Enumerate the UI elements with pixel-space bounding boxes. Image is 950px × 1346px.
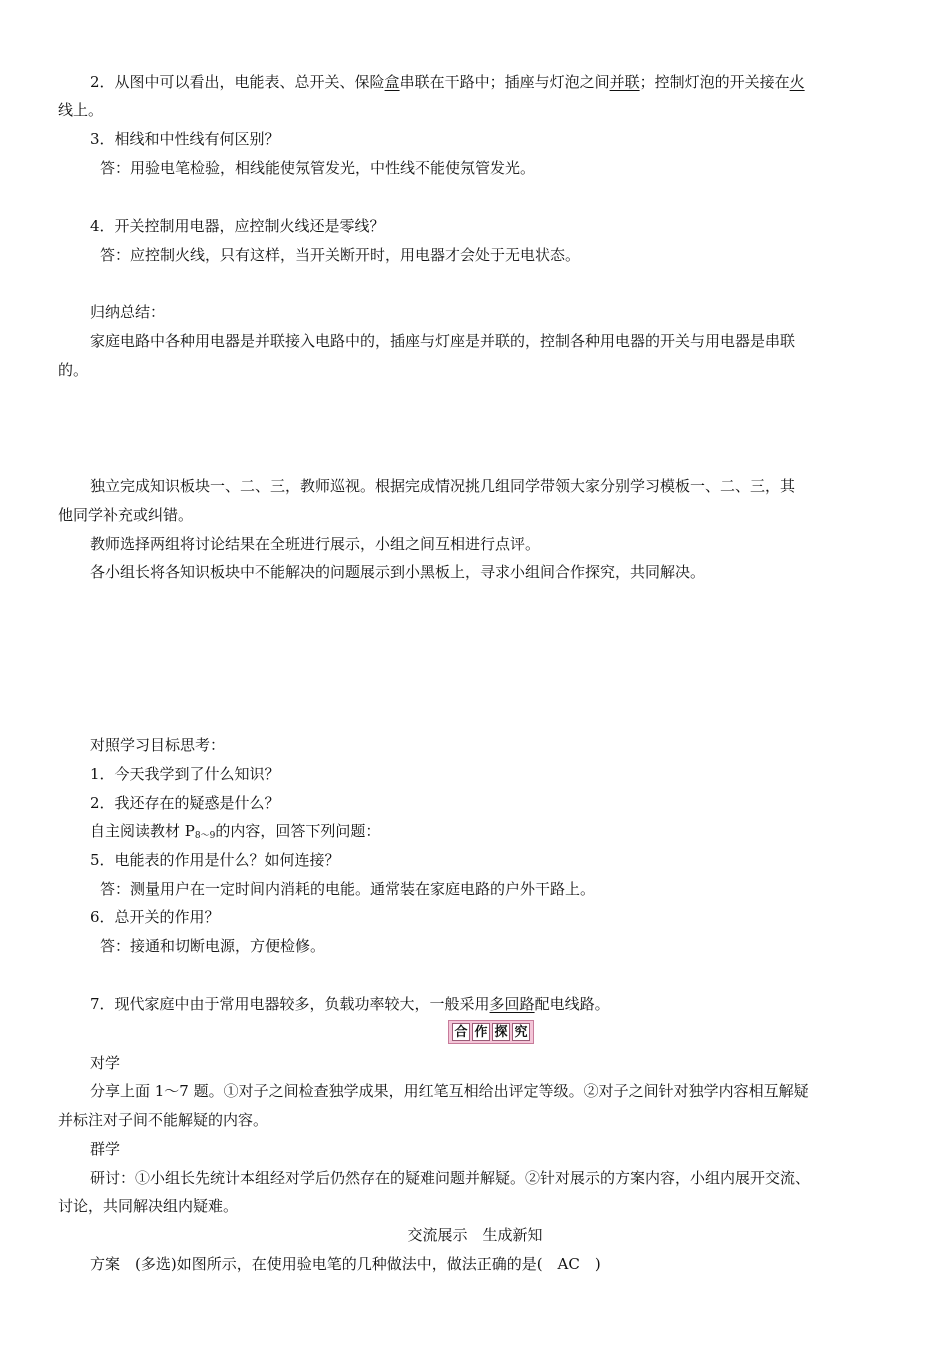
pair-study-title: 对学: [90, 1054, 121, 1072]
reflect-1: 1．今天我学到了什么知识？: [90, 765, 280, 783]
blank-multi-circuit: 多回路: [489, 995, 535, 1013]
reflect-2: 2．我还存在的疑惑是什么？: [90, 794, 280, 812]
instruction-3: 各小组长将各知识板块中不能解决的问题展示到小黑板上，寻求小组间合作探究，共同解决。: [90, 563, 706, 581]
reading-instruction: 自主阅读教材 $P_{8\sim 9}$的内容，回答下列问题：: [90, 822, 381, 841]
instruction-1a: 独立完成知识板块一、二、三，教师巡视。根据完成情况挑几组同学带领大家分别学习模板一、二、三，其: [90, 477, 796, 495]
answer-4: 答：应控制火线，只有这样，当开关断开时，用电器才会处于无电状态。: [100, 246, 581, 264]
badge-char: 作: [472, 1023, 490, 1041]
blank-parallel: 并联: [609, 73, 640, 91]
q2-answer-line2: 线上。: [58, 101, 104, 119]
cooperative-exploration-badge: [448, 1020, 534, 1044]
answer-6: 答：接通和切断电源，方便检修。: [100, 937, 326, 955]
plan-question: 方案 (多选)如图所示，在使用验电笔的几种做法中，做法正确的是( AC ): [90, 1255, 601, 1273]
group-study-line1: 研讨：①小组长先统计本组经对学后仍然存在的疑难问题并解疑。②针对展示的方案内容，小组内展开交流、: [90, 1169, 811, 1187]
instruction-2: 教师选择两组将讨论结果在全班进行展示，小组之间互相进行点评。: [90, 535, 541, 553]
pair-study-line2: 并标注对子间不能解疑的内容。: [58, 1111, 269, 1129]
reflect-title: 对照学习目标思考：: [90, 736, 226, 754]
group-study-line2: 讨论，共同解决组内疑难。: [58, 1197, 239, 1215]
blank-fire: 火: [789, 73, 805, 91]
summary-line2: 的。: [58, 361, 89, 379]
summary-line1: 家庭电路中各种用电器是并联接入电路中的，插座与灯座是并联的，控制各种用电器的开关与用电器是串联: [90, 332, 796, 350]
question-5: 5．电能表的作用是什么？如何连接？: [90, 851, 340, 869]
q2-answer-line1: 2．从图中可以看出，电能表、总开关、保险盒串联在干路中；插座与灯泡之间并联；控制灯泡的开关接在火: [90, 73, 805, 91]
pair-study-line1: 分享上面 1～7 题。①对子之间检查独学成果，用红笔互相给出评定等级。②对子之间针对独学内容相互解疑: [90, 1082, 809, 1100]
summary-title: 归纳总结：: [90, 303, 166, 321]
question-6: 6．总开关的作用？: [90, 908, 220, 926]
question-4: 4．开关控制用电器，应控制火线还是零线？: [90, 217, 385, 235]
instruction-1b: 他同学补充或纠错。: [58, 506, 194, 524]
answer-3: 答：用验电笔检验，相线能使氖管发光，中性线不能使氖管发光。: [100, 159, 536, 177]
badge-char: 合: [452, 1023, 470, 1041]
question-7: 7．现代家庭中由于常用电器较多，负载功率较大，一般采用多回路配电线路。: [90, 995, 610, 1013]
blank-he: 盒: [384, 73, 400, 91]
answer-5: 答：测量用户在一定时间内消耗的电能。通常装在家庭电路的户外干路上。: [100, 880, 596, 898]
group-study-title: 群学: [90, 1140, 121, 1158]
badge-char: 探: [492, 1023, 510, 1041]
badge-char: 究: [512, 1023, 530, 1041]
section-heading: 交流展示 生成新知: [407, 1226, 543, 1244]
question-3: 3．相线和中性线有何区别？: [90, 130, 280, 148]
